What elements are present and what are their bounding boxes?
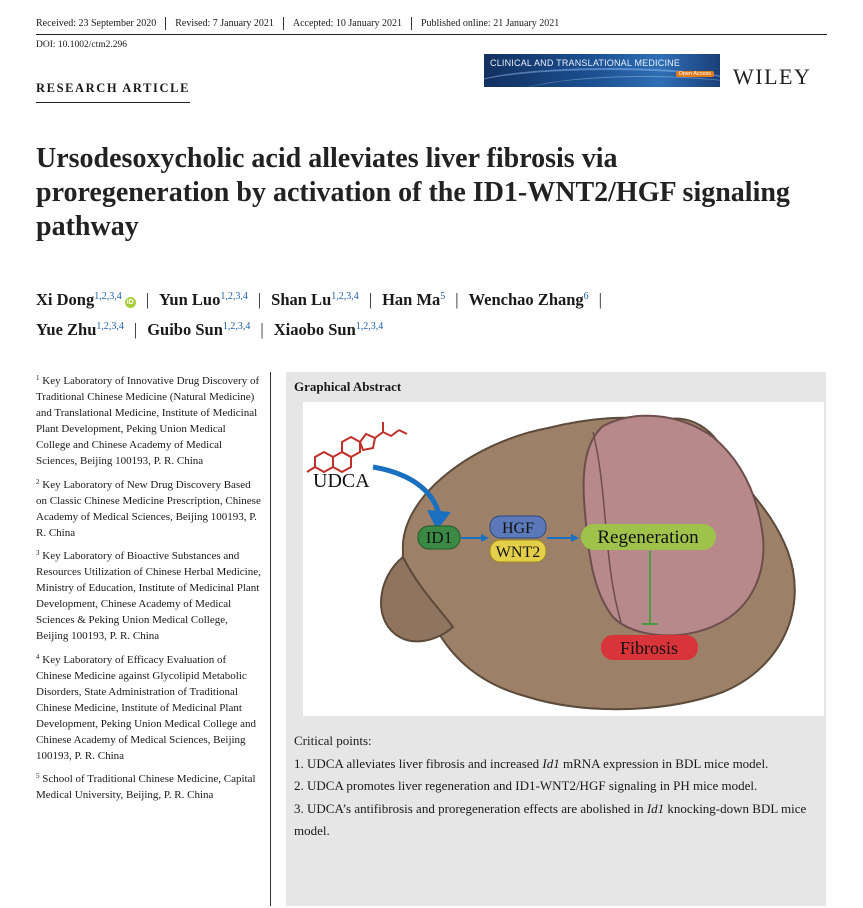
author-separator: | [145, 290, 150, 309]
graphical-abstract-heading: Graphical Abstract [294, 379, 402, 394]
affiliation-text: Key Laboratory of Bioactive Substances and Resources Utilization of Chinese Herbal Medicine, Ministry of Education, Institute of Medicinal Plant Development, Chinese Academy of Medical Sciences & Peking Union Medical College, Beijing 100193, P. R. China [36, 549, 261, 643]
affiliation-number: 2 [36, 477, 40, 486]
revised-date: Revised: 7 January 2021 [165, 17, 283, 30]
author-name: Yun Luo [159, 290, 221, 309]
affiliation-item [36, 768, 262, 803]
author[interactable] [382, 290, 445, 309]
author[interactable] [147, 320, 250, 339]
author-separator: | [260, 320, 264, 339]
accepted-date: Accepted: 10 January 2021 [283, 17, 411, 30]
affiliation-item [36, 545, 262, 645]
published-date: Published online: 21 January 2021 [411, 17, 568, 30]
author[interactable] [274, 320, 384, 339]
graphical-abstract-figure[interactable] [303, 402, 824, 716]
critical-point-3 [294, 798, 820, 843]
orcid-icon[interactable]: iD [126, 299, 134, 306]
received-date: Received: 23 September 2020 [36, 18, 157, 29]
article-title: Ursodesoxycholic acid alleviates liver fibrosis via proregeneration by activation of the ID1-WNT2/HGF signaling pathway [36, 143, 790, 242]
author-name: Yue Zhu [36, 320, 97, 339]
journal-banner[interactable] [484, 54, 720, 87]
affiliation-text: Key Laboratory of New Drug Discovery Based on Classic Chinese Medicine Prescription, Chinese Academy of Medical Sciences, Beijing 100193, P. R. China [36, 478, 261, 539]
author-name: Xiaobo Sun [273, 320, 356, 339]
udca-label: UDCA [313, 470, 370, 492]
publication-dates [36, 17, 827, 30]
author-list [36, 283, 826, 343]
affiliation-number: 5 [36, 772, 40, 781]
affiliation-list [36, 370, 262, 807]
author-affiliation: 1,2,3,4 [94, 291, 122, 302]
affiliation-number: 4 [36, 652, 40, 661]
author[interactable] [36, 290, 136, 309]
author[interactable] [159, 290, 248, 309]
udca-molecule-icon [307, 422, 407, 472]
point-text: 3. UDCA’s antifibrosis and proregeneration effects are abolished in [294, 800, 647, 816]
author-name: Shan Lu [271, 290, 332, 309]
author-name: Wenchao Zhang [468, 290, 584, 309]
doi[interactable]: DOI: 10.1002/ctm2.296 [36, 40, 128, 50]
author-affiliation: 1,2,3,4 [331, 291, 359, 302]
author-affiliation: 1,2,3,4 [220, 291, 248, 302]
critical-points [294, 730, 820, 843]
author-separator: | [257, 290, 262, 309]
affiliation-number: 1 [36, 374, 40, 382]
affiliation-text: Key Laboratory of Innovative Drug Discovery of Traditional Chinese Medicine (Natural Medicine) and Translational Medicine, Institute of Medicinal Plant Development, Peking Union Medical College and Chinese Academy of Medical Sciences, Beijing 100193, P. R. China [36, 375, 260, 468]
affiliation-item [36, 649, 262, 765]
author-affiliation: 6 [583, 291, 589, 302]
point-text: 1. UDCA alleviates liver fibrosis and increased [294, 755, 543, 771]
gene-name: Id1 [542, 755, 560, 771]
author-affiliation: 5 [440, 291, 446, 302]
author[interactable] [469, 290, 589, 309]
author-name: Guibo Sun [147, 320, 223, 339]
open-access-badge: Open Access [676, 71, 714, 77]
journal-name: CLINICAL AND TRANSLATIONAL MEDICINE [490, 58, 681, 68]
critical-points-heading: Critical points: [294, 733, 372, 748]
author-affiliation: 1,2,3,4 [96, 321, 124, 332]
affiliation-text: School of Traditional Chinese Medicine, Capital Medical University, Beijing, P. R. China [36, 773, 256, 802]
point-text: mRNA expression in BDL mice model. [559, 755, 769, 771]
id1-label: ID1 [425, 528, 453, 547]
affiliation-item [36, 474, 262, 541]
author[interactable] [36, 320, 124, 339]
wnt2-label: WNT2 [495, 544, 541, 561]
column-divider [270, 372, 271, 906]
author-separator: | [368, 290, 373, 309]
article-type: RESEARCH ARTICLE [36, 81, 190, 103]
affiliation-item [36, 370, 262, 470]
author-name: Xi Dong [36, 290, 95, 309]
affiliation-number: 3 [36, 548, 40, 557]
hgf-label: HGF [501, 520, 535, 537]
point-text: 2. UDCA promotes liver regeneration and ID1-WNT2/HGF signaling in PH mice model. [294, 778, 758, 793]
critical-point-2 [294, 775, 820, 798]
fibrosis-label: Fibrosis [619, 638, 679, 658]
affiliation-text: Key Laboratory of Efficacy Evaluation of Chinese Medicine against Glycolipid Metabolic Disorders, State Administration of Traditional Chinese Medicine, Institute of Medicinal Plant Development, Peking Union Medical College and Chinese Academy of Medical Sciences, Beijing 100193, P. R. China [36, 653, 256, 763]
header-rule [36, 34, 827, 35]
publisher-logo[interactable]: WILEY [733, 64, 812, 89]
critical-point-1 [294, 753, 820, 776]
gene-name: Id1 [646, 800, 665, 816]
point-text: knocking-down BDL mice model. [294, 800, 807, 838]
regeneration-label: Regeneration [597, 527, 699, 548]
author-separator: | [598, 290, 602, 309]
author-affiliation: 1,2,3,4 [355, 321, 384, 332]
author-separator: | [455, 290, 459, 309]
author[interactable] [271, 290, 359, 309]
liver-diagram [303, 402, 824, 716]
author-separator: | [133, 320, 138, 339]
author-affiliation: 1,2,3,4 [222, 321, 251, 332]
author-name: Han Ma [382, 290, 441, 309]
